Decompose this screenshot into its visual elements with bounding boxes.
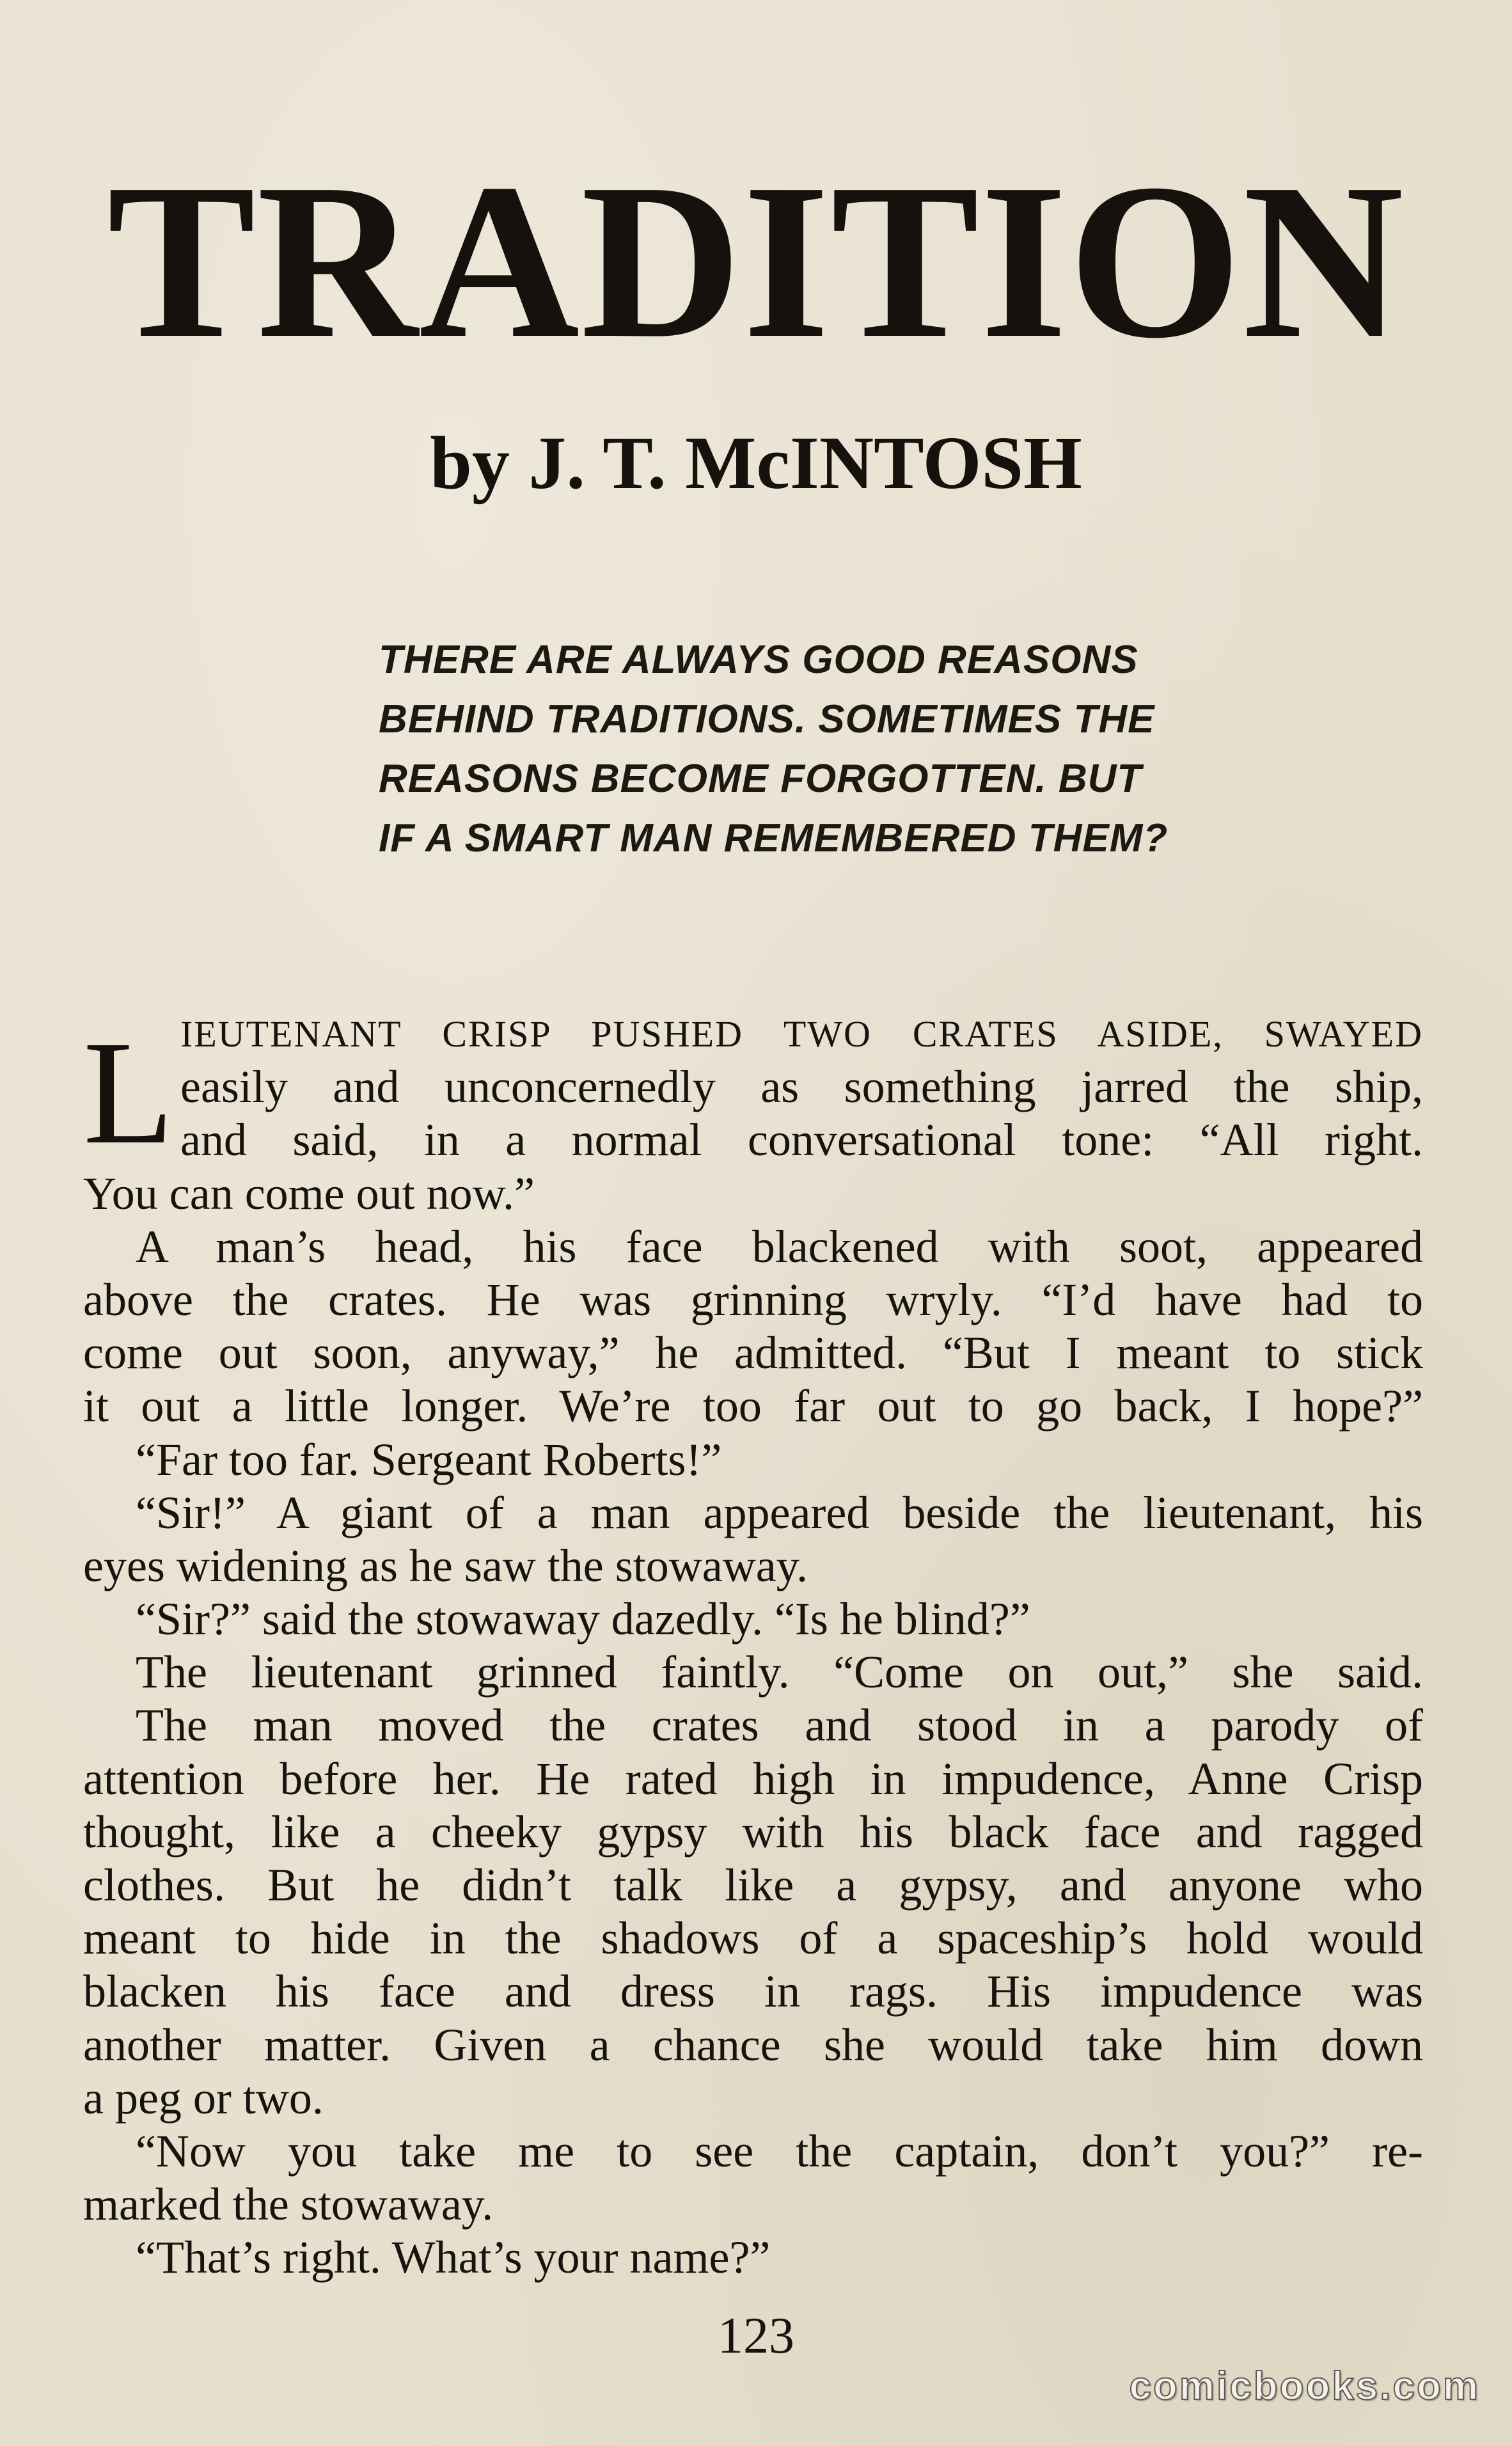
body-line: come out soon, anyway,” he admitted. “But I meant to stick xyxy=(83,1327,1423,1379)
story-blurb xyxy=(379,630,1169,868)
body-line: “Now you take me to see the captain, don’t you?” re- xyxy=(136,2125,1423,2177)
body-line: eyes widening as he saw the stowaway. xyxy=(83,1540,808,1591)
body-line: “Far too far. Sergeant Roberts!” xyxy=(136,1433,722,1485)
blurb-line: IF A SMART MAN REMEMBERED THEM? xyxy=(379,816,1169,860)
body-line: meant to hide in the shadows of a spaceship’s hold would xyxy=(83,1913,1423,1964)
body-line: “Sir?” said the stowaway dazedly. “Is he blind?” xyxy=(136,1593,1030,1645)
watermark: comicbooks.com xyxy=(1129,2364,1480,2408)
body-line: IEUTENANT CRISP PUSHED TWO CRATES ASIDE, SWAYED xyxy=(180,1013,1423,1055)
body-line: thought, like a cheeky gypsy with his black face and ragged xyxy=(83,1806,1423,1858)
body-line: “That’s right. What’s your name?” xyxy=(136,2232,771,2284)
body-line: The lieutenant grinned faintly. “Come on out,” she said. xyxy=(136,1646,1423,1698)
body-line: blacken his face and dress in rags. His impudence was xyxy=(83,1966,1423,2017)
blurb-line: REASONS BECOME FORGOTTEN. BUT xyxy=(379,757,1142,801)
body-line: above the crates. He was grinning wryly. “I’d have had to xyxy=(83,1274,1423,1325)
body-line: marked the stowaway. xyxy=(83,2179,494,2230)
body-line: attention before her. He rated high in impudence, Anne Crisp xyxy=(83,1753,1423,1804)
body-line: You can come out now.” xyxy=(83,1167,535,1219)
body-line: and said, in a normal conversational tone: “All right. xyxy=(180,1114,1423,1166)
body-line: it out a little longer. We’re too far out to go back, I hope?” xyxy=(83,1380,1423,1432)
body-line: a peg or two. xyxy=(83,2072,324,2124)
body-line: clothes. But he didn’t talk like a gypsy, and anyone who xyxy=(83,1859,1423,1911)
author-byline: by J. T. McINTOSH xyxy=(430,421,1082,505)
story-body xyxy=(83,1007,1423,2285)
body-line: A man’s head, his face blackened with soot, appeared xyxy=(136,1220,1423,1272)
body-line: “Sir!” A giant of a man appeared beside the lieutenant, his xyxy=(136,1487,1423,1538)
drop-cap: L xyxy=(83,1011,174,1175)
body-line: The man moved the crates and stood in a parody of xyxy=(136,1700,1423,1751)
page-number: 123 xyxy=(718,2308,794,2364)
body-line: another matter. Given a chance she would take him down xyxy=(83,2019,1423,2071)
blurb-line: BEHIND TRADITIONS. SOMETIMES THE xyxy=(379,697,1155,741)
blurb-line: THERE ARE ALWAYS GOOD REASONS xyxy=(379,638,1138,682)
body-line: easily and unconcernedly as something jarred the ship, xyxy=(180,1061,1423,1113)
story-title: TRADITION xyxy=(107,138,1405,384)
